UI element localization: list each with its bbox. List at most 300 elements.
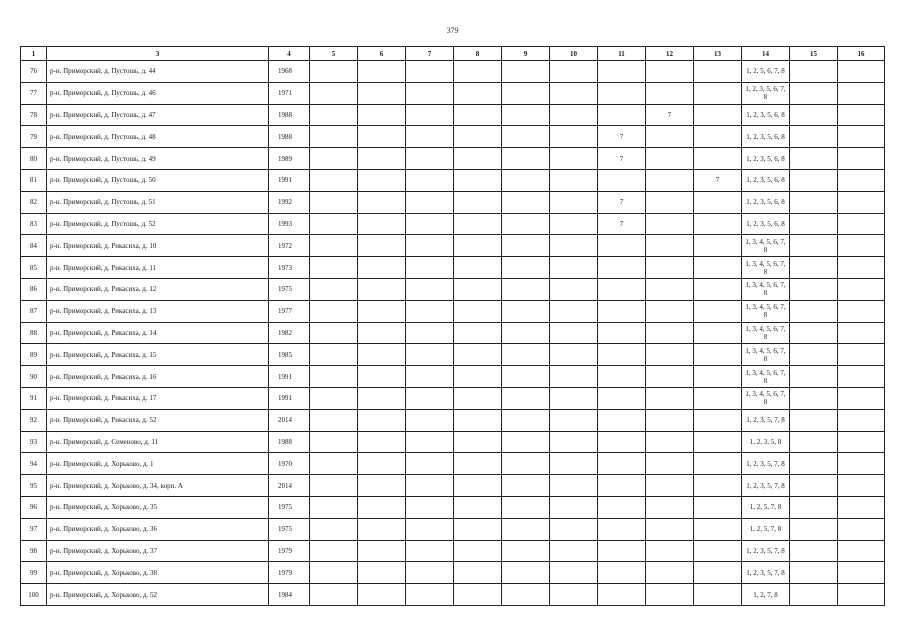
- col-5-cell: [310, 148, 358, 170]
- col-7-cell: [406, 322, 454, 344]
- column-header: 6: [358, 47, 406, 61]
- col-16-cell: [838, 584, 885, 606]
- col-7-cell: [406, 126, 454, 148]
- col-14-cell: 1, 2, 3, 5, 6, 8: [742, 169, 790, 191]
- col-12-cell: [646, 148, 694, 170]
- col-11-cell: [598, 322, 646, 344]
- col-13-cell: [694, 518, 742, 540]
- address-cell: р-н. Приморский, д. Пустошь, д. 52: [47, 213, 269, 235]
- col-16-cell: [838, 322, 885, 344]
- table-row: [21, 584, 885, 606]
- col-10-cell: [550, 104, 598, 126]
- col-8-cell: [454, 169, 502, 191]
- address-cell: р-н. Приморский, д. Пустошь, д. 47: [47, 104, 269, 126]
- table-row: [21, 431, 885, 453]
- col-8-cell: [454, 235, 502, 257]
- col-14-cell: 1, 2, 3, 5, 6, 8: [742, 104, 790, 126]
- col-6-cell: [358, 496, 406, 518]
- address-cell: р-н. Приморский, д. Пустошь, д. 44: [47, 61, 269, 83]
- col-6-cell: [358, 235, 406, 257]
- column-header: 13: [694, 47, 742, 61]
- col-9-cell: [502, 431, 550, 453]
- col-7-cell: [406, 104, 454, 126]
- col-11-cell: [598, 453, 646, 475]
- col-13-cell: [694, 257, 742, 279]
- table-row: [21, 387, 885, 409]
- col-14-cell: 1, 2, 3, 5, 6, 8: [742, 148, 790, 170]
- col-16-cell: [838, 409, 885, 431]
- col-11-cell: [598, 431, 646, 453]
- col-15-cell: [790, 409, 838, 431]
- col-14-cell: 1, 2, 3, 5, 6, 8: [742, 213, 790, 235]
- col-10-cell: [550, 148, 598, 170]
- row-number-cell: 78: [21, 104, 47, 126]
- address-cell: р-н. Приморский, д. Рикасиха, д. 11: [47, 257, 269, 279]
- table-row: [21, 409, 885, 431]
- year-cell: 2014: [269, 475, 310, 497]
- address-cell: р-н. Приморский, д. Рикасиха, д. 15: [47, 344, 269, 366]
- col-15-cell: [790, 562, 838, 584]
- table-row: [21, 366, 885, 388]
- col-12-cell: [646, 344, 694, 366]
- col-8-cell: [454, 300, 502, 322]
- col-8-cell: [454, 409, 502, 431]
- col-12-cell: [646, 475, 694, 497]
- year-cell: 1982: [269, 322, 310, 344]
- col-16-cell: [838, 300, 885, 322]
- col-15-cell: [790, 191, 838, 213]
- col-13-cell: [694, 148, 742, 170]
- col-14-cell: 1, 2, 3, 5, 7, 8: [742, 453, 790, 475]
- column-header: 5: [310, 47, 358, 61]
- table-row: [21, 518, 885, 540]
- col-10-cell: [550, 213, 598, 235]
- col-16-cell: [838, 191, 885, 213]
- address-cell: р-н. Приморский, д. Пустошь, д. 48: [47, 126, 269, 148]
- col-7-cell: [406, 213, 454, 235]
- col-6-cell: [358, 366, 406, 388]
- col-5-cell: [310, 61, 358, 83]
- col-9-cell: [502, 322, 550, 344]
- col-11-cell: [598, 475, 646, 497]
- col-7-cell: [406, 148, 454, 170]
- col-7-cell: [406, 387, 454, 409]
- col-5-cell: [310, 322, 358, 344]
- col-12-cell: [646, 191, 694, 213]
- col-6-cell: [358, 431, 406, 453]
- col-9-cell: [502, 344, 550, 366]
- col-7-cell: [406, 518, 454, 540]
- col-11-cell: 7: [598, 213, 646, 235]
- col-6-cell: [358, 540, 406, 562]
- col-8-cell: [454, 148, 502, 170]
- col-14-cell: 1, 2, 3, 5, 7, 8: [742, 475, 790, 497]
- col-5-cell: [310, 496, 358, 518]
- year-cell: 1991: [269, 169, 310, 191]
- col-11-cell: [598, 235, 646, 257]
- col-7-cell: [406, 496, 454, 518]
- col-5-cell: [310, 562, 358, 584]
- col-10-cell: [550, 126, 598, 148]
- address-cell: р-н. Приморский, д. Рикасиха, д. 16: [47, 366, 269, 388]
- col-15-cell: [790, 518, 838, 540]
- col-6-cell: [358, 148, 406, 170]
- col-12-cell: [646, 61, 694, 83]
- col-10-cell: [550, 257, 598, 279]
- table-row: [21, 257, 885, 279]
- col-7-cell: [406, 431, 454, 453]
- table-row: [21, 300, 885, 322]
- col-14-cell: 1, 3, 4, 5, 6, 7, 8: [742, 235, 790, 257]
- col-11-cell: [598, 300, 646, 322]
- address-cell: р-н. Приморский, д. Хорьково, д. 38: [47, 562, 269, 584]
- col-15-cell: [790, 169, 838, 191]
- col-15-cell: [790, 431, 838, 453]
- col-13-cell: [694, 540, 742, 562]
- address-cell: р-н. Приморский, д. Хорьково, д. 37: [47, 540, 269, 562]
- row-number-cell: 87: [21, 300, 47, 322]
- col-10-cell: [550, 387, 598, 409]
- col-10-cell: [550, 300, 598, 322]
- row-number-cell: 77: [21, 82, 47, 104]
- col-8-cell: [454, 431, 502, 453]
- col-15-cell: [790, 61, 838, 83]
- col-6-cell: [358, 191, 406, 213]
- col-14-cell: 1, 3, 4, 5, 6, 7, 8: [742, 257, 790, 279]
- col-8-cell: [454, 257, 502, 279]
- column-header: 16: [838, 47, 885, 61]
- table-row: [21, 104, 885, 126]
- col-14-cell: 1, 3, 4, 5, 6, 7, 8: [742, 278, 790, 300]
- col-7-cell: [406, 278, 454, 300]
- col-9-cell: [502, 540, 550, 562]
- row-number-cell: 88: [21, 322, 47, 344]
- row-number-cell: 91: [21, 387, 47, 409]
- col-11-cell: [598, 387, 646, 409]
- table-row: [21, 475, 885, 497]
- col-15-cell: [790, 104, 838, 126]
- col-13-cell: [694, 409, 742, 431]
- col-11-cell: [598, 169, 646, 191]
- col-13-cell: [694, 126, 742, 148]
- col-5-cell: [310, 540, 358, 562]
- table-row: [21, 61, 885, 83]
- col-6-cell: [358, 409, 406, 431]
- column-header: 9: [502, 47, 550, 61]
- row-number-cell: 82: [21, 191, 47, 213]
- col-5-cell: [310, 257, 358, 279]
- col-9-cell: [502, 235, 550, 257]
- col-9-cell: [502, 148, 550, 170]
- table-row: [21, 562, 885, 584]
- year-cell: 1984: [269, 584, 310, 606]
- col-13-cell: [694, 496, 742, 518]
- year-cell: 1985: [269, 344, 310, 366]
- address-cell: р-н. Приморский, д. Хорьково, д. 34, корп. А: [47, 475, 269, 497]
- col-12-cell: [646, 126, 694, 148]
- row-number-cell: 80: [21, 148, 47, 170]
- address-cell: р-н. Приморский, д. Рикасиха, д. 14: [47, 322, 269, 344]
- col-14-cell: 1, 2, 5, 7, 8: [742, 496, 790, 518]
- col-16-cell: [838, 540, 885, 562]
- col-9-cell: [502, 213, 550, 235]
- col-15-cell: [790, 148, 838, 170]
- col-7-cell: [406, 61, 454, 83]
- col-8-cell: [454, 344, 502, 366]
- address-cell: р-н. Приморский, д. Хорьково, д. 35: [47, 496, 269, 518]
- col-15-cell: [790, 322, 838, 344]
- data-table: [20, 46, 885, 606]
- col-6-cell: [358, 126, 406, 148]
- col-6-cell: [358, 61, 406, 83]
- year-cell: 1988: [269, 104, 310, 126]
- col-7-cell: [406, 257, 454, 279]
- col-15-cell: [790, 540, 838, 562]
- col-8-cell: [454, 496, 502, 518]
- col-6-cell: [358, 453, 406, 475]
- column-header: 12: [646, 47, 694, 61]
- col-13-cell: [694, 104, 742, 126]
- col-14-cell: 1, 2, 3, 5, 7, 8: [742, 540, 790, 562]
- col-5-cell: [310, 82, 358, 104]
- col-13-cell: [694, 387, 742, 409]
- col-13-cell: [694, 431, 742, 453]
- col-5-cell: [310, 431, 358, 453]
- col-14-cell: 1, 2, 5, 7, 8: [742, 518, 790, 540]
- year-cell: 1988: [269, 126, 310, 148]
- col-14-cell: 1, 2, 3, 5, 6, 8: [742, 191, 790, 213]
- col-10-cell: [550, 453, 598, 475]
- col-5-cell: [310, 278, 358, 300]
- row-number-cell: 98: [21, 540, 47, 562]
- col-10-cell: [550, 322, 598, 344]
- col-12-cell: [646, 169, 694, 191]
- col-16-cell: [838, 518, 885, 540]
- col-14-cell: 1, 2, 3, 5, 8: [742, 431, 790, 453]
- col-10-cell: [550, 409, 598, 431]
- col-5-cell: [310, 126, 358, 148]
- col-6-cell: [358, 257, 406, 279]
- col-12-cell: [646, 366, 694, 388]
- row-number-cell: 89: [21, 344, 47, 366]
- year-cell: 1975: [269, 518, 310, 540]
- row-number-cell: 95: [21, 475, 47, 497]
- year-cell: 1991: [269, 387, 310, 409]
- row-number-cell: 90: [21, 366, 47, 388]
- col-13-cell: [694, 322, 742, 344]
- col-8-cell: [454, 518, 502, 540]
- col-7-cell: [406, 300, 454, 322]
- row-number-cell: 99: [21, 562, 47, 584]
- row-number-cell: 86: [21, 278, 47, 300]
- col-5-cell: [310, 387, 358, 409]
- col-6-cell: [358, 344, 406, 366]
- table-row: [21, 191, 885, 213]
- col-7-cell: [406, 540, 454, 562]
- col-11-cell: [598, 104, 646, 126]
- col-11-cell: [598, 61, 646, 83]
- col-11-cell: [598, 257, 646, 279]
- col-9-cell: [502, 300, 550, 322]
- col-15-cell: [790, 344, 838, 366]
- col-13-cell: [694, 562, 742, 584]
- col-13-cell: [694, 453, 742, 475]
- col-16-cell: [838, 257, 885, 279]
- table-row: [21, 453, 885, 475]
- row-number-cell: 93: [21, 431, 47, 453]
- col-10-cell: [550, 278, 598, 300]
- col-7-cell: [406, 584, 454, 606]
- col-14-cell: 1, 2, 3, 5, 7, 8: [742, 409, 790, 431]
- col-7-cell: [406, 169, 454, 191]
- col-13-cell: [694, 82, 742, 104]
- year-cell: 1968: [269, 61, 310, 83]
- col-13-cell: [694, 475, 742, 497]
- column-header: 14: [742, 47, 790, 61]
- col-12-cell: [646, 431, 694, 453]
- row-number-cell: 94: [21, 453, 47, 475]
- col-13-cell: [694, 366, 742, 388]
- year-cell: 1975: [269, 278, 310, 300]
- table-row: [21, 213, 885, 235]
- col-9-cell: [502, 126, 550, 148]
- address-cell: р-н. Приморский, д. Пустошь, д. 46: [47, 82, 269, 104]
- col-12-cell: [646, 562, 694, 584]
- col-15-cell: [790, 213, 838, 235]
- col-10-cell: [550, 475, 598, 497]
- col-11-cell: [598, 409, 646, 431]
- col-15-cell: [790, 235, 838, 257]
- address-cell: р-н. Приморский, д. Семеново, д. 11: [47, 431, 269, 453]
- col-9-cell: [502, 104, 550, 126]
- col-10-cell: [550, 235, 598, 257]
- table-row: [21, 344, 885, 366]
- col-5-cell: [310, 235, 358, 257]
- col-16-cell: [838, 126, 885, 148]
- col-15-cell: [790, 278, 838, 300]
- col-16-cell: [838, 148, 885, 170]
- table-header: [21, 47, 885, 61]
- col-13-cell: [694, 344, 742, 366]
- col-8-cell: [454, 475, 502, 497]
- col-9-cell: [502, 453, 550, 475]
- row-number-cell: 85: [21, 257, 47, 279]
- col-15-cell: [790, 453, 838, 475]
- col-12-cell: [646, 300, 694, 322]
- col-7-cell: [406, 562, 454, 584]
- table-row: [21, 169, 885, 191]
- col-12-cell: [646, 584, 694, 606]
- col-11-cell: [598, 562, 646, 584]
- col-6-cell: [358, 213, 406, 235]
- col-10-cell: [550, 366, 598, 388]
- col-13-cell: [694, 235, 742, 257]
- col-5-cell: [310, 584, 358, 606]
- year-cell: 1970: [269, 453, 310, 475]
- col-5-cell: [310, 409, 358, 431]
- col-7-cell: [406, 475, 454, 497]
- col-11-cell: 7: [598, 148, 646, 170]
- col-8-cell: [454, 61, 502, 83]
- col-13-cell: [694, 584, 742, 606]
- col-11-cell: [598, 366, 646, 388]
- year-cell: 1989: [269, 148, 310, 170]
- col-12-cell: [646, 387, 694, 409]
- year-cell: 1991: [269, 366, 310, 388]
- col-9-cell: [502, 475, 550, 497]
- col-5-cell: [310, 518, 358, 540]
- table-row: [21, 322, 885, 344]
- col-14-cell: 1, 3, 4, 5, 6, 7, 8: [742, 322, 790, 344]
- col-13-cell: [694, 278, 742, 300]
- table-row: [21, 540, 885, 562]
- col-10-cell: [550, 518, 598, 540]
- col-16-cell: [838, 104, 885, 126]
- col-12-cell: [646, 213, 694, 235]
- col-12-cell: [646, 453, 694, 475]
- col-15-cell: [790, 496, 838, 518]
- col-6-cell: [358, 104, 406, 126]
- col-8-cell: [454, 191, 502, 213]
- address-cell: р-н. Приморский, д. Хорьково, д. 52: [47, 584, 269, 606]
- col-6-cell: [358, 300, 406, 322]
- col-5-cell: [310, 191, 358, 213]
- row-number-cell: 100: [21, 584, 47, 606]
- col-8-cell: [454, 104, 502, 126]
- col-16-cell: [838, 235, 885, 257]
- table-row: [21, 496, 885, 518]
- table-row: [21, 148, 885, 170]
- col-9-cell: [502, 61, 550, 83]
- col-16-cell: [838, 475, 885, 497]
- row-number-cell: 97: [21, 518, 47, 540]
- col-6-cell: [358, 562, 406, 584]
- address-cell: р-н. Приморский, д. Рикасиха, д. 52: [47, 409, 269, 431]
- col-6-cell: [358, 278, 406, 300]
- col-16-cell: [838, 213, 885, 235]
- col-9-cell: [502, 496, 550, 518]
- col-7-cell: [406, 191, 454, 213]
- col-9-cell: [502, 518, 550, 540]
- col-11-cell: [598, 496, 646, 518]
- col-13-cell: 7: [694, 169, 742, 191]
- col-11-cell: 7: [598, 126, 646, 148]
- col-16-cell: [838, 387, 885, 409]
- col-15-cell: [790, 584, 838, 606]
- col-11-cell: [598, 82, 646, 104]
- address-cell: р-н. Приморский, д. Хорьково, д. 36: [47, 518, 269, 540]
- col-7-cell: [406, 235, 454, 257]
- col-8-cell: [454, 584, 502, 606]
- column-header: 15: [790, 47, 838, 61]
- year-cell: 1993: [269, 213, 310, 235]
- col-9-cell: [502, 191, 550, 213]
- col-5-cell: [310, 475, 358, 497]
- address-cell: р-н. Приморский, д. Пустошь, д. 51: [47, 191, 269, 213]
- col-11-cell: 7: [598, 191, 646, 213]
- col-7-cell: [406, 409, 454, 431]
- col-8-cell: [454, 366, 502, 388]
- col-14-cell: 1, 2, 7, 8: [742, 584, 790, 606]
- col-13-cell: [694, 300, 742, 322]
- address-cell: р-н. Приморский, д. Рикасиха, д. 12: [47, 278, 269, 300]
- col-9-cell: [502, 562, 550, 584]
- col-5-cell: [310, 104, 358, 126]
- col-6-cell: [358, 518, 406, 540]
- col-14-cell: 1, 3, 4, 5, 6, 7, 8: [742, 344, 790, 366]
- col-12-cell: [646, 257, 694, 279]
- col-6-cell: [358, 82, 406, 104]
